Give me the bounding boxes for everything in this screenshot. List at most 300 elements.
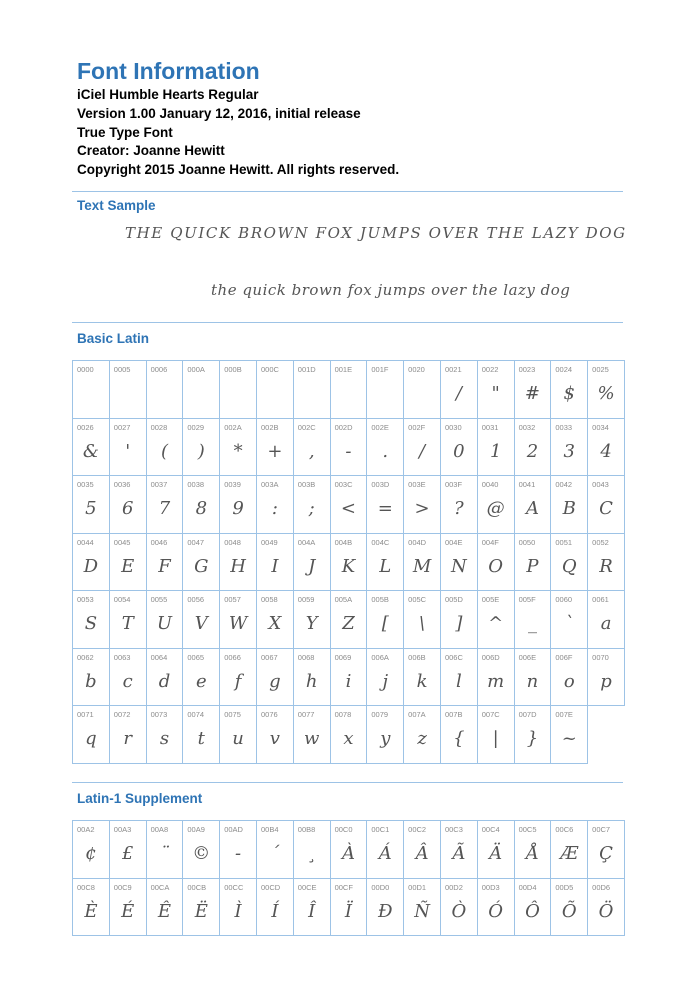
glyph-sample: [ [381, 613, 389, 634]
glyph-cell [441, 476, 478, 534]
glyph-code: 0034 [592, 422, 609, 432]
glyph-cell [220, 649, 257, 707]
glyph-sample: ¸ [307, 843, 317, 864]
glyph-code: 006B [408, 652, 426, 662]
glyph-cell [588, 419, 625, 477]
glyph-sample: X [268, 613, 282, 634]
glyph-cell [220, 706, 257, 764]
glyph-cell [257, 706, 294, 764]
glyph-sample: : [271, 498, 278, 519]
glyph-code: 00A8 [150, 825, 169, 834]
glyph-code: 0064 [150, 652, 168, 662]
glyph-cell [183, 534, 220, 592]
glyph-sample: 7 [158, 498, 171, 519]
glyph-code: 0039 [224, 480, 241, 489]
glyph-code: 005B [371, 595, 389, 604]
font-creator: Creator: Joanne Hewitt [77, 143, 225, 159]
glyph-code: 0061 [592, 595, 609, 604]
glyph-code: 007B [444, 710, 463, 719]
glyph-code: 0000 [77, 365, 94, 374]
glyph-code: 0043 [592, 480, 609, 489]
glyph-code: 005F [518, 595, 536, 604]
glyph-cell [257, 476, 294, 534]
glyph-cell [478, 534, 515, 592]
glyph-sample: ^ [488, 613, 504, 634]
glyph-cell [147, 361, 184, 419]
glyph-code: 0062 [77, 652, 94, 662]
glyph-cell [110, 649, 147, 707]
glyph-cell [367, 821, 404, 879]
glyph-sample: P [526, 555, 539, 577]
glyph-sample: É [121, 900, 135, 922]
glyph-code: 0051 [555, 537, 573, 547]
glyph-cell [331, 879, 368, 937]
glyph-cell [220, 361, 257, 419]
glyph-cell [147, 534, 184, 592]
glyph-code: 007E [555, 710, 573, 719]
glyph-sample: B [562, 498, 576, 519]
glyph-cell [404, 419, 441, 477]
glyph-code: 0070 [592, 652, 609, 662]
glyph-code: 000B [224, 365, 242, 374]
glyph-sample: = [377, 498, 393, 519]
glyph-code: 00C0 [334, 825, 353, 834]
glyph-cell [551, 591, 588, 649]
glyph-cell [367, 476, 404, 534]
glyph-cell [257, 534, 294, 592]
glyph-cell [257, 649, 294, 707]
glyph-sample: Í [271, 900, 279, 922]
glyph-code: 004D [408, 537, 427, 547]
glyph-cell [551, 879, 588, 937]
glyph-code: 006E [518, 652, 537, 662]
glyph-cell [220, 476, 257, 534]
glyph-sample: / [419, 440, 426, 462]
glyph-cell [588, 821, 625, 879]
glyph-code: 0058 [260, 595, 278, 604]
glyph-sample: T [121, 613, 134, 634]
glyph-code: 005C [408, 595, 427, 604]
glyph-cell [478, 649, 515, 707]
glyph-sample: S [84, 613, 98, 634]
glyph-cell [367, 879, 404, 937]
glyph-cell [331, 419, 368, 477]
glyph-sample: Ï [344, 900, 353, 922]
font-name: iCiel Humble Hearts Regular [77, 87, 259, 102]
glyph-cell [367, 361, 404, 419]
glyph-cell [478, 476, 515, 534]
glyph-cell [404, 879, 441, 937]
glyph-sample: s [159, 728, 170, 749]
text-sample-uppercase: THE QUICK BROWN FOX JUMPS OVER THE LAZY DOG [125, 224, 627, 242]
glyph-code: 003F [444, 480, 463, 489]
glyph-cell [367, 706, 404, 764]
glyph-sample: % [597, 383, 615, 404]
glyph-cell [588, 649, 625, 707]
glyph-sample: Õ [561, 900, 577, 922]
glyph-cell [515, 706, 552, 764]
glyph-code: 0055 [150, 595, 168, 604]
glyph-code: 00C6 [555, 825, 574, 834]
glyph-sample: Æ [560, 843, 579, 864]
glyph-sample: r [123, 728, 132, 749]
glyph-code: 0065 [187, 652, 205, 662]
glyph-code: 0077 [297, 710, 315, 719]
glyph-sample: Ã [452, 843, 466, 864]
glyph-sample: _ [527, 613, 537, 634]
glyph-sample: Ö [598, 900, 614, 922]
glyph-sample: z [417, 728, 427, 749]
glyph-sample: t [197, 728, 205, 749]
glyph-sample: C [599, 498, 613, 519]
glyph-sample: A [525, 498, 539, 519]
glyph-cell [478, 821, 515, 879]
glyph-sample: 2 [526, 440, 539, 462]
glyph-cell [331, 534, 368, 592]
glyph-code: 001F [371, 365, 389, 374]
glyph-sample: p [600, 670, 612, 692]
basic-latin-grid [72, 360, 625, 764]
glyph-sample: - [345, 440, 352, 462]
glyph-cell [331, 476, 368, 534]
glyph-code: 0006 [150, 365, 168, 374]
glyph-code: 00D4 [518, 882, 537, 892]
glyph-sample: & [82, 440, 99, 462]
glyph-cell [551, 361, 588, 419]
glyph-cell [110, 534, 147, 592]
glyph-code: 004E [444, 537, 463, 547]
glyph-sample: Ñ [414, 900, 430, 922]
glyph-sample: $ [563, 383, 575, 404]
glyph-sample: ) [197, 440, 205, 462]
glyph-cell [220, 534, 257, 592]
glyph-cell [110, 361, 147, 419]
glyph-code: 0044 [77, 537, 94, 547]
glyph-sample: Q [561, 555, 577, 577]
glyph-code: 0063 [113, 652, 131, 662]
glyph-cell [73, 649, 110, 707]
glyph-code: 0068 [297, 652, 315, 662]
glyph-code: 005A [334, 595, 353, 604]
glyph-cell [331, 591, 368, 649]
glyph-cell [404, 706, 441, 764]
glyph-cell [257, 821, 294, 879]
text-sample-heading: Text Sample [77, 198, 156, 213]
glyph-cell [441, 649, 478, 707]
latin1-supplement-heading: Latin-1 Supplement [77, 791, 203, 806]
glyph-code: 00D6 [592, 882, 611, 892]
glyph-cell [588, 591, 625, 649]
glyph-code: 005D [444, 595, 463, 604]
glyph-code: 006A [371, 652, 389, 662]
glyph-code: 00D3 [481, 882, 500, 892]
font-copyright: Copyright 2015 Joanne Hewitt. All rights reserved. [77, 162, 400, 178]
glyph-cell [147, 821, 184, 879]
glyph-code: 0037 [150, 480, 168, 489]
glyph-sample: ' [125, 440, 131, 462]
glyph-sample: ¨ [159, 843, 169, 864]
glyph-cell [110, 419, 147, 477]
glyph-sample: Á [378, 843, 392, 864]
glyph-cell [551, 649, 588, 707]
glyph-cell [515, 476, 552, 534]
glyph-cell [183, 649, 220, 707]
glyph-cell [551, 476, 588, 534]
glyph-cell [294, 476, 331, 534]
glyph-sample: Å [525, 843, 539, 864]
glyph-sample: | [492, 728, 499, 749]
glyph-cell [257, 361, 294, 419]
glyph-cell [588, 476, 625, 534]
glyph-cell [220, 879, 257, 937]
glyph-code: 00A2 [77, 825, 95, 834]
glyph-sample: f [234, 670, 242, 692]
glyph-sample: D [83, 555, 99, 577]
glyph-code: 00C2 [408, 825, 427, 834]
glyph-code: 0030 [444, 422, 462, 432]
glyph-cell [147, 591, 184, 649]
glyph-sample: À [341, 843, 355, 864]
glyph-code: 00C9 [113, 882, 132, 892]
glyph-code: 0040 [481, 480, 499, 489]
glyph-code: 006F [555, 652, 573, 662]
font-type: True Type Font [77, 124, 173, 140]
glyph-cell [551, 534, 588, 592]
glyph-cell [294, 821, 331, 879]
glyph-code: 004A [297, 537, 316, 547]
glyph-code: 007A [408, 710, 426, 719]
glyph-code: 00C1 [371, 825, 390, 834]
glyph-sample: Ë [194, 900, 208, 922]
glyph-sample: Ê [157, 900, 172, 922]
glyph-sample: U [156, 613, 173, 634]
glyph-code: 00C4 [481, 825, 500, 834]
glyph-code: 0069 [334, 652, 352, 662]
latin1-supplement-grid [72, 820, 625, 936]
glyph-cell [331, 706, 368, 764]
glyph-cell [515, 649, 552, 707]
glyph-code: 00C3 [444, 825, 463, 834]
glyph-sample: } [526, 728, 539, 749]
glyph-sample: W [228, 613, 248, 634]
glyph-cell [73, 534, 110, 592]
glyph-code: 0066 [224, 652, 241, 662]
glyph-cell [220, 419, 257, 477]
glyph-cell [441, 419, 478, 477]
glyph-sample: / [455, 383, 462, 404]
glyph-cell [367, 534, 404, 592]
glyph-cell [441, 591, 478, 649]
glyph-cell [404, 649, 441, 707]
glyph-cell [73, 879, 110, 937]
glyph-code: 003B [297, 480, 316, 489]
glyph-cell [588, 361, 625, 419]
glyph-code: 002A [224, 422, 242, 432]
glyph-cell [73, 821, 110, 879]
glyph-cell [404, 821, 441, 879]
glyph-cell [331, 361, 368, 419]
glyph-cell [220, 821, 257, 879]
glyph-cell [367, 591, 404, 649]
basic-latin-heading: Basic Latin [77, 331, 150, 346]
glyph-sample: - [235, 843, 242, 864]
glyph-cell [294, 649, 331, 707]
text-sample-lowercase: the quick brown fox jumps over the lazy dog [211, 281, 571, 299]
section-divider [72, 322, 623, 323]
glyph-code: 0023 [518, 365, 536, 374]
glyph-cell [441, 879, 478, 937]
glyph-code: 002D [334, 422, 353, 432]
glyph-cell [73, 476, 110, 534]
glyph-sample: " [491, 383, 500, 404]
glyph-code: 00C5 [518, 825, 537, 834]
glyph-sample: . [382, 440, 389, 462]
glyph-sample: ( [160, 440, 168, 462]
page-title: Font Information [77, 58, 260, 84]
glyph-cell [110, 706, 147, 764]
glyph-cell [478, 706, 515, 764]
glyph-cell [367, 419, 404, 477]
glyph-cell [404, 534, 441, 592]
glyph-code: 0067 [260, 652, 278, 662]
glyph-code: 002E [371, 422, 389, 432]
glyph-code: 0075 [224, 710, 241, 719]
glyph-cell [294, 706, 331, 764]
glyph-sample: , [308, 440, 315, 462]
glyph-sample: l [455, 670, 462, 692]
glyph-cell [441, 534, 478, 592]
glyph-code: 0005 [113, 365, 131, 374]
glyph-code: 0059 [297, 595, 315, 604]
glyph-code: 00A9 [187, 825, 205, 834]
font-version: Version 1.00 January 12, 2016, initial release [77, 105, 361, 121]
glyph-cell [367, 649, 404, 707]
glyph-code: 0032 [518, 422, 536, 432]
glyph-sample: g [269, 670, 281, 692]
glyph-code: 00D2 [444, 882, 463, 892]
glyph-sample: ~ [561, 728, 577, 749]
glyph-code: 003E [408, 480, 426, 489]
glyph-code: 00D1 [408, 882, 427, 892]
glyph-sample: £ [121, 843, 134, 864]
glyph-code: 00CC [224, 882, 244, 892]
glyph-code: 000A [187, 365, 205, 374]
glyph-code: 00A3 [113, 825, 132, 834]
glyph-cell [404, 361, 441, 419]
glyph-code: 004B [334, 537, 353, 547]
glyph-code: 0026 [77, 422, 94, 432]
glyph-cell [515, 591, 552, 649]
glyph-cell [110, 476, 147, 534]
glyph-code: 0071 [77, 710, 94, 719]
glyph-cell [515, 419, 552, 477]
glyph-code: 0052 [592, 537, 609, 547]
glyph-sample: k [416, 670, 428, 692]
glyph-cell [110, 591, 147, 649]
glyph-sample: ´ [270, 843, 280, 864]
glyph-code: 003A [260, 480, 279, 489]
glyph-code: 0056 [187, 595, 205, 604]
glyph-sample: Z [342, 613, 355, 634]
glyph-sample: © [192, 843, 211, 864]
glyph-cell [294, 879, 331, 937]
glyph-code: 00B4 [260, 825, 279, 834]
glyph-cell [147, 879, 184, 937]
glyph-code: 00CB [187, 882, 207, 892]
glyph-sample: 3 [563, 440, 575, 462]
glyph-cell [515, 534, 552, 592]
glyph-sample: d [158, 670, 171, 692]
glyph-sample: 9 [232, 498, 244, 519]
glyph-cell [147, 649, 184, 707]
glyph-cell [331, 649, 368, 707]
glyph-sample: c [122, 670, 133, 692]
glyph-sample: v [269, 728, 280, 749]
glyph-sample: H [230, 555, 246, 577]
glyph-sample: ? [454, 498, 464, 519]
glyph-code: 0038 [187, 480, 205, 489]
glyph-cell [294, 534, 331, 592]
glyph-cell [331, 821, 368, 879]
glyph-sample: u [232, 728, 244, 749]
glyph-sample: Ð [378, 900, 393, 922]
glyph-cell [294, 419, 331, 477]
glyph-code: 007C [481, 710, 500, 719]
glyph-code: 0048 [224, 537, 241, 547]
glyph-code: 006D [481, 652, 500, 662]
glyph-code: 000C [260, 365, 279, 374]
glyph-sample: Ì [234, 900, 242, 922]
glyph-code: 0050 [518, 537, 536, 547]
glyph-sample: È [84, 900, 98, 922]
glyph-cell [147, 419, 184, 477]
glyph-cell [478, 879, 515, 937]
glyph-code: 006C [444, 652, 463, 662]
glyph-code: 0029 [187, 422, 205, 432]
glyph-sample: ` [564, 613, 574, 634]
glyph-cell [294, 591, 331, 649]
glyph-sample: N [450, 555, 467, 577]
glyph-sample: Ä [489, 843, 503, 864]
font-info-block [77, 86, 399, 180]
glyph-sample: > [414, 498, 430, 519]
glyph-sample: Î [308, 900, 316, 922]
glyph-sample: 0 [453, 440, 465, 462]
glyph-cell [478, 591, 515, 649]
glyph-cell [73, 419, 110, 477]
glyph-cell [183, 706, 220, 764]
glyph-sample: Â [415, 843, 429, 864]
glyph-sample: y [380, 728, 391, 749]
glyph-code: 00C7 [592, 825, 611, 834]
glyph-code: 00D5 [555, 882, 574, 892]
glyph-sample: x [343, 728, 354, 749]
glyph-sample: ] [455, 613, 463, 634]
glyph-code: 0021 [444, 365, 462, 374]
glyph-code: 0020 [408, 365, 425, 374]
glyph-code: 0028 [150, 422, 168, 432]
glyph-cell [551, 419, 588, 477]
section-divider [72, 191, 623, 192]
glyph-code: 004C [371, 537, 390, 547]
glyph-sample: a [600, 613, 612, 634]
glyph-cell [73, 361, 110, 419]
glyph-code: 005E [481, 595, 500, 604]
glyph-sample: Y [305, 613, 318, 634]
glyph-cell [441, 706, 478, 764]
glyph-code: 0022 [481, 365, 499, 374]
glyph-cell [257, 591, 294, 649]
